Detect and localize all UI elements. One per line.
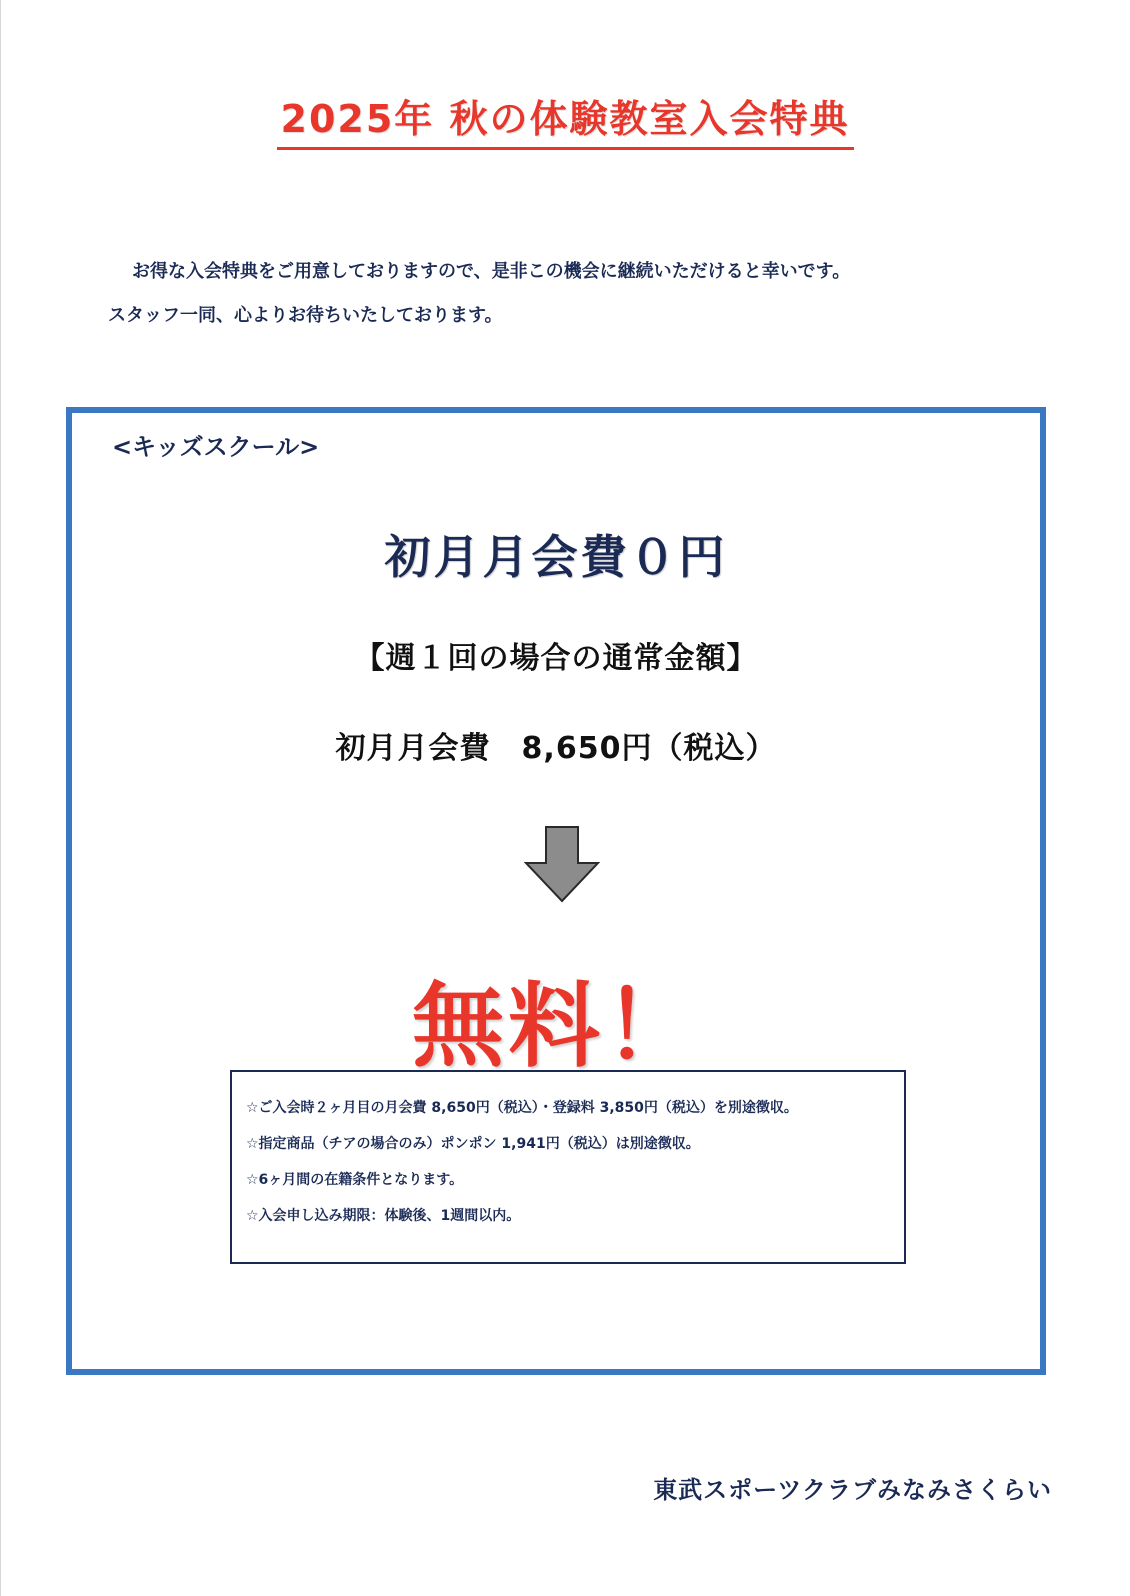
page-edge: [0, 0, 1, 1596]
regular-price-line: 初月月会費 8,650円（税込）: [335, 731, 777, 766]
club-name: 東武スポーツクラブみなみさくらい: [653, 1476, 1052, 1504]
intro-line-2: スタッフ一同、心よりお待ちいたしております。: [108, 305, 503, 326]
page-title: [0, 88, 1130, 150]
intro-text: [108, 250, 1008, 338]
page-title-text: 2025年 秋の体験教室入会特典: [277, 88, 854, 150]
down-arrow-icon: [522, 825, 602, 905]
free-text: 無料！: [411, 973, 700, 1080]
note-item: ☆入会申し込み期限：体験後、1週間以内。: [246, 1208, 521, 1224]
note-item: ☆ご入会時２ヶ月目の月会費 8,650円（税込）・登録料 3,850円（税込）を別途徴収。: [246, 1100, 798, 1116]
notes-box: [230, 1070, 906, 1264]
headline: 初月月会費０円: [384, 530, 728, 584]
regular-price-heading: 【週１回の場合の通常金額】: [354, 641, 758, 676]
note-item: ☆6ヶ月間の在籍条件となります。: [246, 1172, 464, 1188]
intro-line-1: お得な入会特典をご用意しておりますので、是非この機会に継続いただけると幸いです。: [132, 261, 851, 282]
note-item: ☆指定商品（チアの場合のみ）ポンポン 1,941円（税込）は別途徴収。: [246, 1136, 700, 1152]
box-label: <キッズスクール>: [112, 433, 320, 461]
